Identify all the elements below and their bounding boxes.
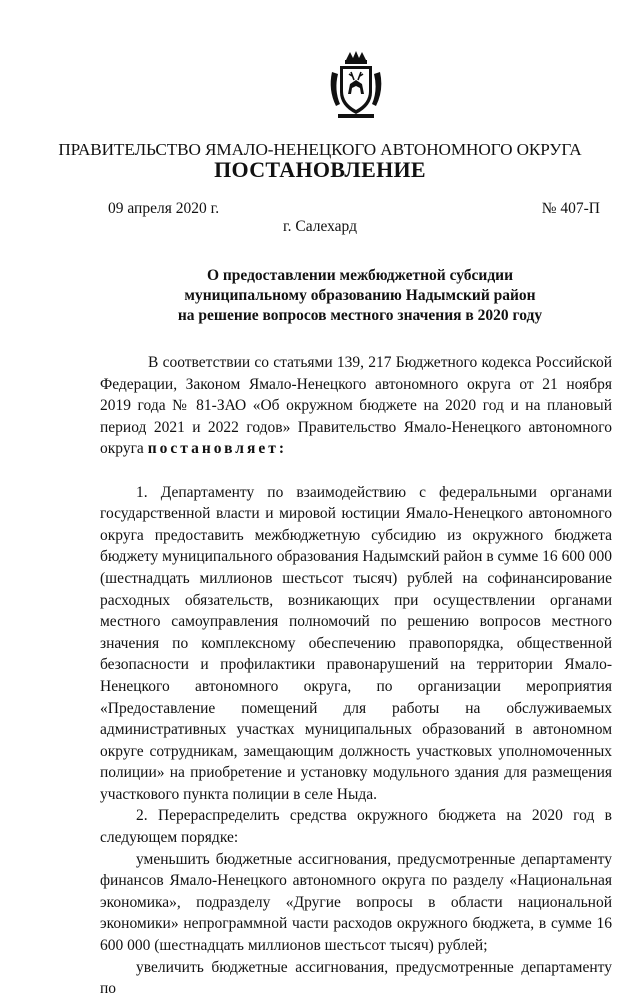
- paragraph-item-1: 1. Департаменту по взаимодействию с федеральными органами государственной власти и мировой юстиции Ямало-Ненецкого автономного округа предоставить межбюджетную субсидию из окружного бюджета бюджету муниципального образования Надымский район в сумме 16 600 000 (шестнадцать миллионов шестьсот тысяч) рублей на софинансирование расходных обязательств, возникающих при осуществлении органами местного самоуправления полномочий по решению вопросов местного значения по комплексному обеспечению правопорядка, общественной безопасности и профилактики правонарушений на территории Ямало-Ненецкого автономного округа, по организации мероприятия «Предоставление помещений для работы на обслуживаемых административных участках муниципальных образований в автономном округе сотрудникам, замещающим должность участковых уполномоченных полиции» на приобретение и установку модульного здания для размещения участкового пункта полиции в селе Ныда.: [100, 483, 612, 803]
- document-number: № 407-П: [541, 200, 600, 217]
- subject-line-2: муниципальному образованию Надымский район: [184, 287, 536, 304]
- paragraph-item-2: 2. Перераспределить средства окружного бюджета на 2020 год в следующем порядке:: [100, 807, 612, 847]
- resolve-word: постановляет:: [147, 440, 288, 458]
- government-title: ПРАВИТЕЛЬСТВО ЯМАЛО-НЕНЕЦКОГО АВТОНОМНОГО ОКРУГА: [58, 140, 582, 159]
- subject-line-1: О предоставлении межбюджетной субсидии: [206, 267, 514, 284]
- document-body: [100, 352, 612, 1000]
- coat-of-arms-icon: [326, 50, 386, 120]
- document-type-title: ПОСТАНОВЛЕНИЕ: [214, 157, 426, 182]
- preamble-paragraph: [100, 352, 612, 460]
- document-city: г. Салехард: [283, 218, 357, 235]
- document-subject: [100, 266, 620, 326]
- paragraph-item-2-reduce: уменьшить бюджетные ассигнования, предусмотренные департаменту финансов Ямало-Ненецкого автономного округа по разделу «Национальная экономика», подразделу «Другие вопросы в области национальной экономики» непрограммной части расходов окружного бюджета, в сумме 16 600 000 (шестнадцать миллионов шестьсот тысяч) рублей;: [100, 850, 612, 955]
- document-date: 09 апреля 2020 г.: [108, 200, 220, 217]
- subject-line-3: на решение вопросов местного значения в 2020 году: [177, 307, 543, 324]
- preamble-text: В соответствии со статьями 139, 217 Бюджетного кодекса Российской Федерации, Законом Ямало-Ненецкого автономного округа от 21 ноября 2019 года № 81-ЗАО «Об окружном бюджете на 2020 год и на плановый период 2021 и 2022 годов» Правительство Ямало-Ненецкого автономного округа: [100, 354, 612, 458]
- paragraph-item-2-increase: увеличить бюджетные ассигнования, предусмотренные департаменту по: [100, 958, 612, 998]
